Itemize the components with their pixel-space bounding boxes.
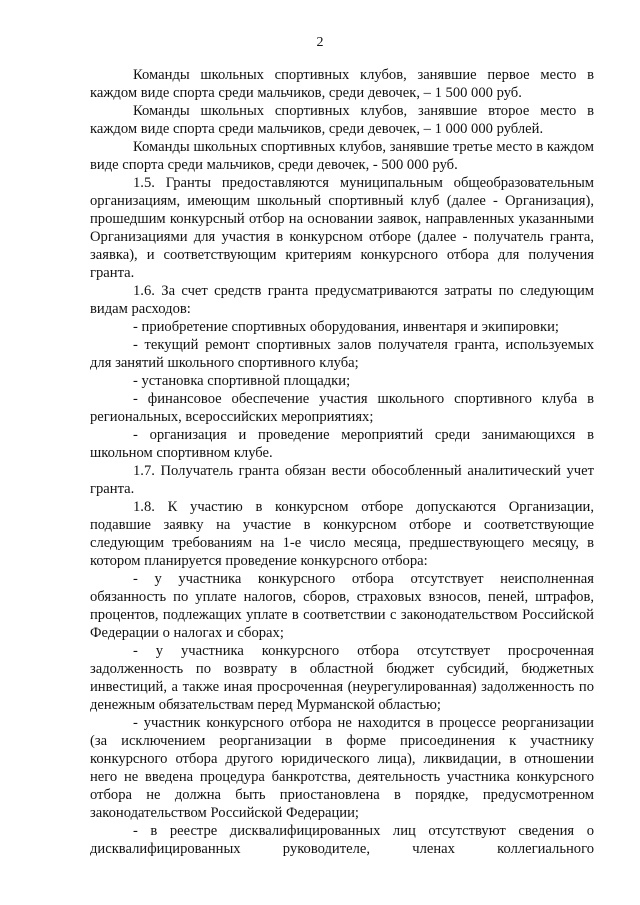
list-item-repair: - текущий ремонт спортивных залов получателя гранта, используемых для занятий школьного спортивного клуба; (90, 337, 594, 371)
paragraph-prize-second-place: Команды школьных спортивных клубов, занявшие второе место в каждом виде спорта среди мальчиков, среди девочек, – 1 000 000 рублей. (90, 103, 594, 137)
requirement-taxes: - у участника конкурсного отбора отсутствует неисполненная обязанность по уплате налогов, сборов, страховых взносов, пеней, штрафов, процентов, подлежащих уплате в соответствии с законодательством Российской Федерации о налогах и сборах; (90, 571, 594, 641)
paragraph-prize-third-place: Команды школьных спортивных клубов, занявшие третье место в каждом виде спорта среди мальчиков, среди девочек, - 500 000 руб. (90, 139, 594, 173)
paragraph-1-6: 1.6. За счет средств гранта предусматриваются затраты по следующим видам расходов: (90, 283, 594, 317)
requirement-reorganization: - участник конкурсного отбора не находится в процессе реорганизации (за исключением реорганизации в форме присоединения к участнику конкурсного отбора другого юридического лица), ликвидации, в отношении него не введена процедура банкротства, деятельность участника конкурсного отбора не должна быть приостановлена в порядке, предусмотренном законодательством Российской Федерации; (90, 715, 594, 821)
list-item-playground: - установка спортивной площадки; (133, 373, 351, 389)
list-item-participation: - финансовое обеспечение участия школьного спортивного клуба в региональных, всероссийских мероприятиях; (90, 391, 594, 425)
list-item-equipment: - приобретение спортивных оборудования, инвентаря и экипировки; (133, 319, 559, 335)
document-body (90, 66, 594, 858)
page-number: 2 (316, 35, 324, 50)
paragraph-1-8: 1.8. К участию в конкурсном отборе допускаются Организации, подавшие заявку на участие в конкурсном отборе и соответствующие следующим требованиям на 1-е число месяца, предшествующего месяцу, в котором планируется проведение конкурсного отбора: (90, 499, 594, 569)
requirement-disqualified: - в реестре дисквалифицированных лиц отсутствуют сведения о дисквалифицированных руководителе, членах коллегиального (90, 823, 594, 857)
list-item-events: - организация и проведение мероприятий среди занимающихся в школьном спортивном клубе. (90, 427, 594, 461)
paragraph-1-5: 1.5. Гранты предоставляются муниципальным общеобразовательным организациям, имеющим школьный спортивный клуб (далее - Организация), прошедшим конкурсный отбор на основании заявок, направленных указанными Организациями для участия в конкурсном отборе (далее - получатель гранта, заявка), и соответствующим критериям конкурсного отбора для получения гранта. (90, 175, 594, 281)
paragraph-prize-first-place: Команды школьных спортивных клубов, занявшие первое место в каждом виде спорта среди мальчиков, среди девочек, – 1 500 000 руб. (90, 67, 594, 101)
requirement-debt: - у участника конкурсного отбора отсутствует просроченная задолженность по возврату в областной бюджет субсидий, бюджетных инвестиций, а также иная просроченная (неурегулированная) задолженность по денежным обязательствам перед Мурманской областью; (90, 643, 594, 713)
paragraph-1-7: 1.7. Получатель гранта обязан вести обособленный аналитический учет гранта. (90, 463, 594, 497)
